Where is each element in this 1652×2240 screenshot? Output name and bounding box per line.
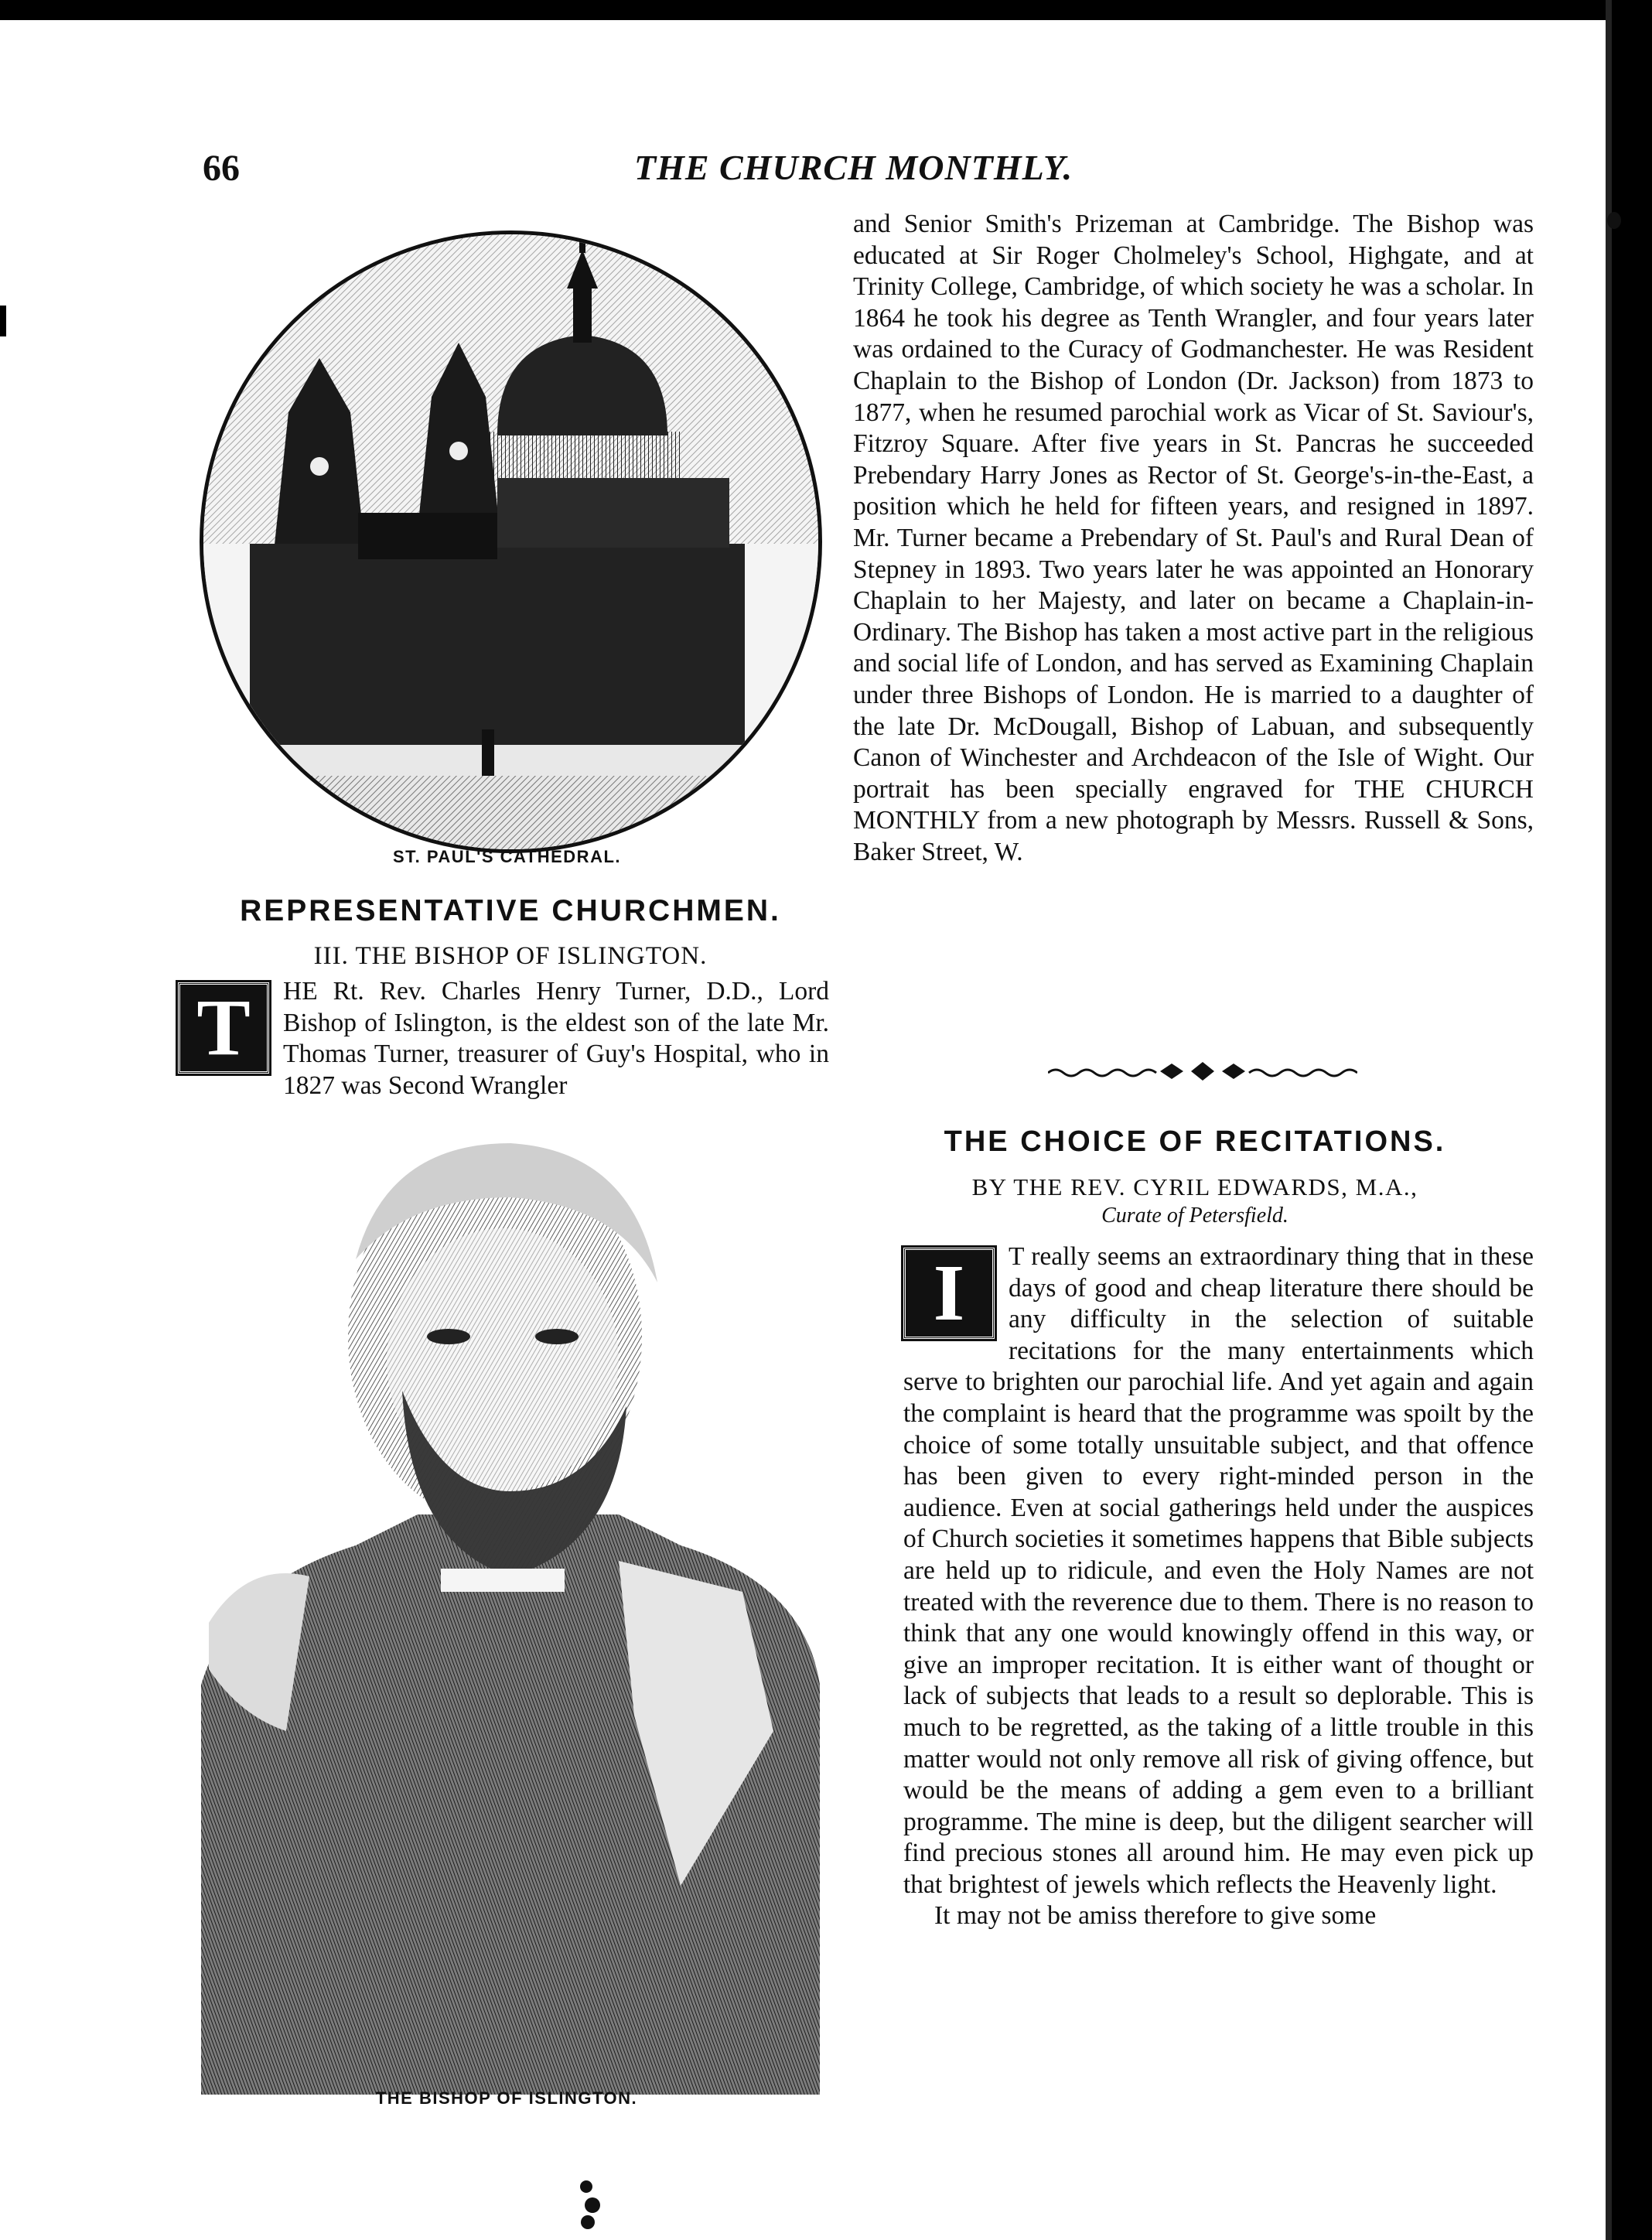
bishop-portrait [186, 1128, 828, 2095]
scan-edge-mark [0, 306, 6, 336]
bishop-engraving-icon [186, 1128, 828, 2095]
recitations-paragraph-1: T really seems an extraordinary thing that in these days of good and cheap literature there should be any difficulty in the selection of suitable recitations for the many entertainments which serve to brighten our parochial life. And yet again and again the complaint is heard that the programme was spoilt by the choice of some totally unsuitable subject, and that offence has been given to every right-minded person in the audience. Even at social gatherings held under the auspices of Church societies it sometimes happens that Bible subjects are held up to ridicule, and even the Holy Names are not treated with the reverence due to them. There is no reason to think that any one would knowingly offend in this way, or give an improper recitation. It is either want of thought or lack of subjects that leads to a result so deplorable. This is much to be regretted, as the taking of a little trouble in this matter would not only remove all risk of giving offence, but would be the means of adding a gem even to a brilliant programme. The mine is deep, but the diligent searcher will find precious stones all around him. He may even pick up that brightest of jewels which reflects the Heavenly light. [903, 1242, 1534, 1899]
ornamental-divider [1048, 1056, 1357, 1087]
cathedral-engraving-icon [203, 234, 818, 849]
churchmen-intro [178, 976, 829, 1101]
article-title-recitations: THE CHOICE OF RECITATIONS. [944, 1125, 1446, 1158]
scan-bottom-marks [574, 2177, 605, 2231]
article-subtitle-churchmen: III. THE BISHOP OF ISLINGTON. [313, 942, 708, 970]
churchmen-continued-text: and Senior Smith's Prizeman at Cambridge. The Bishop was educated at Sir Roger Cholmeley's School, Highgate, and at Trinity College, Cambridge, of which society he was a scholar. In 1864 he took his degree as Tenth Wrangler, and four years later was ordained to the Curacy of Godmanchester. He was Resident Chaplain to the Bishop of London (Dr. Jackson) from 1873 to 1877, when he resumed parochial work as Vicar of St. Saviour's, Fitzroy Square. After five years in St. Pancras he succeeded Prebendary Harry Jones as Rector of St. George's-in-the-East, a position which he held for fifteen years, and resigned in 1897. Mr. Turner became a Prebendary of St. Paul's and Rural Dean of Stepney in 1893. Two years later he was appointed an Honorary Chaplain to her Majesty, and later on became a Chaplain-in-Ordinary. The Bishop has taken a most active part in the religious and social life of London, and has served as Examining Chaplain under three Bishops of London. He is married to a daughter of the late Dr. McDougall, Bishop of Labuan, and subsequently Canon of Winchester and Archdeacon of the Isle of Wight. Our portrait has been specially engraved for THE CHURCH MONTHLY from a new photograph by Messrs. Russell & Sons, Baker Street, W. [853, 210, 1534, 866]
scan-border-right-inner [1606, 0, 1612, 2240]
ink-dot [1607, 212, 1621, 229]
scan-border-top [0, 0, 1652, 20]
churchmen-intro-text: HE Rt. Rev. Charles Henry Turner, D.D., Lord Bishop of Islington, is the eldest son of the late Mr. Thomas Turner, treasurer of Guy's Hospital, who in 1827 was Second Wrangler [283, 977, 829, 1100]
drop-cap-i: I [903, 1248, 995, 1339]
ornament-icon [1048, 1056, 1357, 1087]
recitations-paragraph-2: It may not be amiss therefore to give some [934, 1901, 1377, 1931]
article-title-churchmen: REPRESENTATIVE CHURCHMEN. [240, 894, 781, 927]
drop-cap-t: T [178, 982, 269, 1074]
churchmen-continued [853, 209, 1534, 868]
running-head: THE CHURCH MONTHLY. [634, 148, 1073, 187]
ink-marks-icon [574, 2177, 605, 2231]
page-number: 66 [203, 148, 240, 189]
article-byline-role: Curate of Petersfield. [1101, 1204, 1288, 1228]
recitations-body [903, 1241, 1534, 1932]
scan-border-right [1612, 0, 1652, 2240]
bishop-caption: THE BISHOP OF ISLINGTON. [375, 2088, 638, 2108]
cathedral-illustration [200, 230, 822, 853]
article-byline: BY THE REV. CYRIL EDWARDS, M.A., [971, 1173, 1418, 1200]
cathedral-caption: ST. PAUL'S CATHEDRAL. [392, 847, 622, 866]
